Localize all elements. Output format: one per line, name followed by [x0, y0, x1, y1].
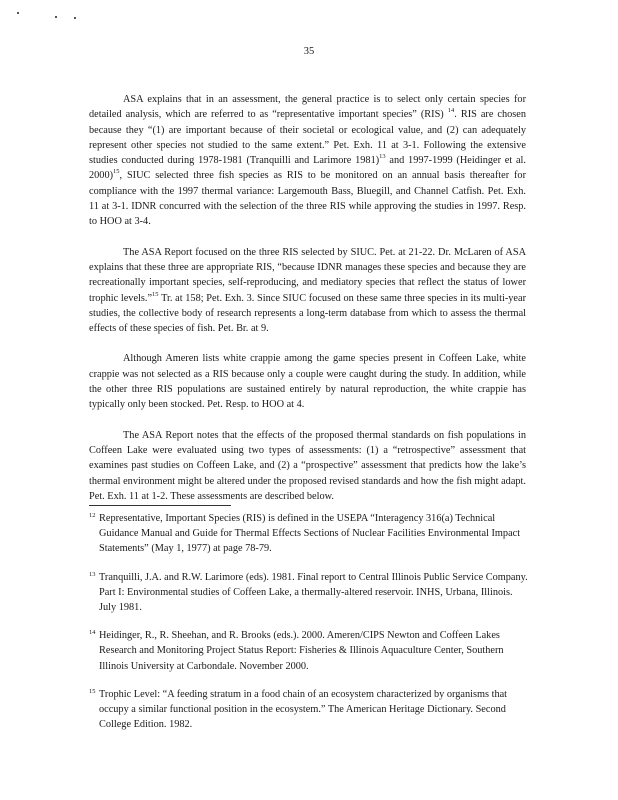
footnote-text: Representative, Important Species (RIS) is defined in the USEPA “Interagency 316(a) Technical Guidance Manual and Guide for Thermal Effects Sections of Nuclear Facilities Environmental Impact Statements” (May 1, 1977) at page 78-79. — [99, 513, 521, 555]
footnote-ref: 15 — [113, 168, 120, 176]
footnote-ref: 14 — [447, 107, 455, 115]
footnote-number: 12 — [89, 512, 96, 519]
footnote-text: Trophic Level: “A feeding stratum in a food chain of an ecosystem characterized by organisms that occupy a similar functional position in the ecosystem.” The American Heritage Dictionary. Second College Edition. 1982. — [99, 688, 508, 731]
footnote-number: 13 — [89, 570, 96, 578]
paragraph-asa-report: The ASA Report focused on the three RIS selected by SIUC. Pet. at 21-22. Dr. McLaren of ASA explains that these three are appropriate RIS, “because IDNR manages these species and because they are recreationally important species, self-reproducing, and mediatory species that reflect the status of lower trophic levels.”$^{15}$ Tr. at 158; Pet. Exh. 3. Since SIUC focused on these same three species in its multi-year studies, the collective body of research represents a long-term database from which to assess the thermal effects of these species of fish. Pet. Br. at 9. — [89, 246, 527, 335]
body-text — [89, 92, 526, 519]
scan-mark — [55, 16, 57, 18]
paragraph-white-crappie: Although Ameren lists white crappie among the game species present in Coffeen Lake, white crappie was not selected as a RIS because only a couple were caught during the study. In addition, while the other three RIS populations are sustained entirely by natural reproduction, the white crappie has typically only been stocked. Pet. Resp. to HOO at 4. — [89, 353, 526, 411]
footnote-text: Tranquilli, J.A. and R.W. Larimore (eds). 1981. Final report to Central Illinois Public Service Company. Part I: Environmental studies of Coffeen Lake, a thermally-altered reservoir. INHS, Urbana, Illinois. July 1981. — [99, 571, 528, 614]
footnote-ref: 13 — [379, 153, 386, 161]
footnote-divider — [89, 505, 231, 506]
footnote — [89, 687, 529, 733]
footnotes — [89, 511, 529, 745]
footnote-number: 15 — [89, 687, 96, 695]
page-number: 35 — [303, 46, 315, 57]
scan-mark — [17, 12, 19, 14]
paragraph-assessments: The ASA Report notes that the effects of the proposed thermal standards on fish populations in Coffeen Lake were evaluated using two types of assessments: (1) a “retrospective” assessment that examines past studies on Coffeen Lake, and (2) a “prospective” assessment that predicts how the lake’s thermal environment might be altered under the proposed revised standards and how the fish might adapt. Pet. Exh. 11 at 1-2. These assessments are described below. — [89, 429, 526, 502]
footnote — [89, 511, 529, 557]
footnote-ref: 15 — [152, 290, 159, 298]
footnote — [89, 628, 529, 674]
footnote — [89, 570, 529, 616]
footnote-number: 14 — [89, 629, 96, 637]
footnote-text: Heidinger, R., R. Sheehan, and R. Brooks (eds.). 2000. Ameren/CIPS Newton and Coffeen Lakes Research and Monitoring Project Status Report: Fisheries & Illinois Aquaculture Center, Southern Illinois University at Carbondale. November 2000. — [99, 630, 504, 672]
scan-mark — [74, 17, 76, 19]
paragraph-ris-selection: ASA explains that in an assessment, the general practice is to select only certain species for detailed analysis, which are referred to as “representative important species” (RIS) $^{14}$. RIS are chosen because they “(1) are important because of their societal or ecological value, and (2) can adequately represent other species not studied to the same extent.” Pet. Exh. 11 at 3-1. Following the extensive studies conducted during 1978-1981 (Tranquilli and Larimore 1981)$^{13}$ and 1997-1999 (Heidinger et al. 2000)$^{15}$, SIUC selected three fish species as RIS to be monitored on an annual basis thereafter for compliance with the 1997 thermal variance: Largemouth Bass, Bluegill, and Channel Catfish. Pet. Exh. 11 at 3-1. IDNR concurred with the selection of the three RIS while approving the studies in 1997. Resp. to HOO at 3-4. — [89, 94, 527, 228]
